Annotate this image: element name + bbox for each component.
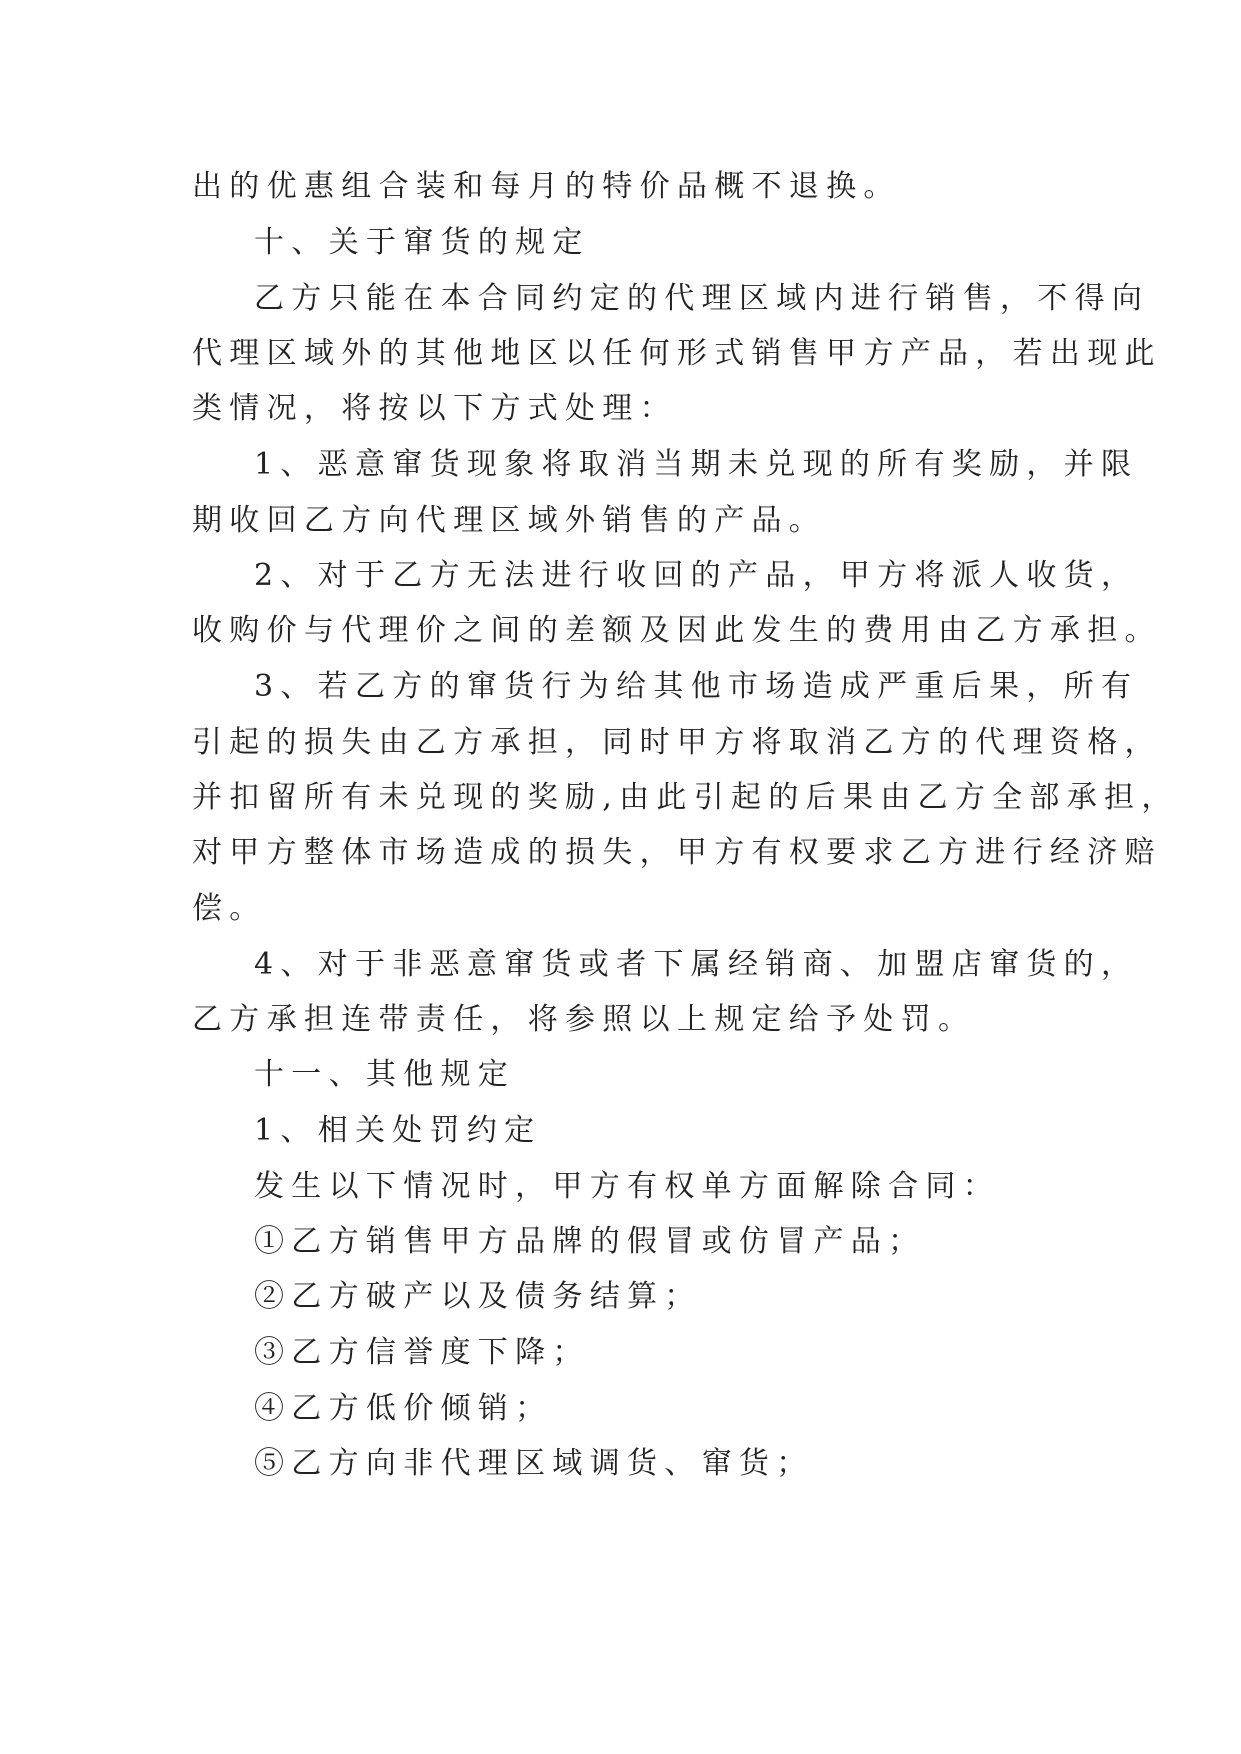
list-item: ③乙方信誉度下降； [254,1335,590,1370]
text-line: 类情况，将按以下方式处理： [192,391,677,426]
text-line: 乙方只能在本合同约定的代理区域内进行销售，不得向 [254,281,1150,316]
list-item: ①乙方销售甲方品牌的假冒或仿冒产品； [254,1224,926,1259]
text-line: 出的优惠组合装和每月的特价品概不退换。 [192,169,901,204]
text-line: 并扣留所有未兑现的奖励,由此引起的后果由乙方全部承担， [192,780,1179,815]
text-line: 偿。 [192,891,267,926]
text-line: 收购价与代理价之间的差额及因此发生的费用由乙方承担。 [192,613,1162,648]
list-item: ⑤乙方向非代理区域调货、窜货； [254,1446,814,1481]
section-heading: 十、关于窜货的规定 [254,225,590,260]
text-line: 3、若乙方的窜货行为给其他市场造成严重后果，所有 [254,669,1139,704]
text-line: 引起的损失由乙方承担，同时甲方将取消乙方的代理资格， [192,725,1162,760]
text-line: 4、对于非恶意窜货或者下属经销商、加盟店窜货的， [254,947,1139,982]
text-line: 2、对于乙方无法进行收回的产品，甲方将派人收货， [254,558,1139,593]
text-line: 代理区域外的其他地区以任何形式销售甲方产品，若出现此 [192,336,1162,371]
text-line: 发生以下情况时，甲方有权单方面解除合同： [254,1169,1000,1204]
text-line: 对甲方整体市场造成的损失，甲方有权要求乙方进行经济赔 [192,835,1162,870]
text-line: 1、恶意窜货现象将取消当期未兑现的所有奖励，并限 [254,447,1139,482]
section-heading: 十一、其他规定 [254,1057,516,1092]
text-line: 乙方承担连带责任，将参照以上规定给予处罚。 [192,1002,976,1037]
text-line: 期收回乙方向代理区域外销售的产品。 [192,503,827,538]
list-item: ④乙方低价倾销； [254,1391,553,1426]
list-item: ②乙方破产以及债务结算； [254,1279,702,1314]
subsection-heading: 1、相关处罚约定 [254,1113,542,1148]
